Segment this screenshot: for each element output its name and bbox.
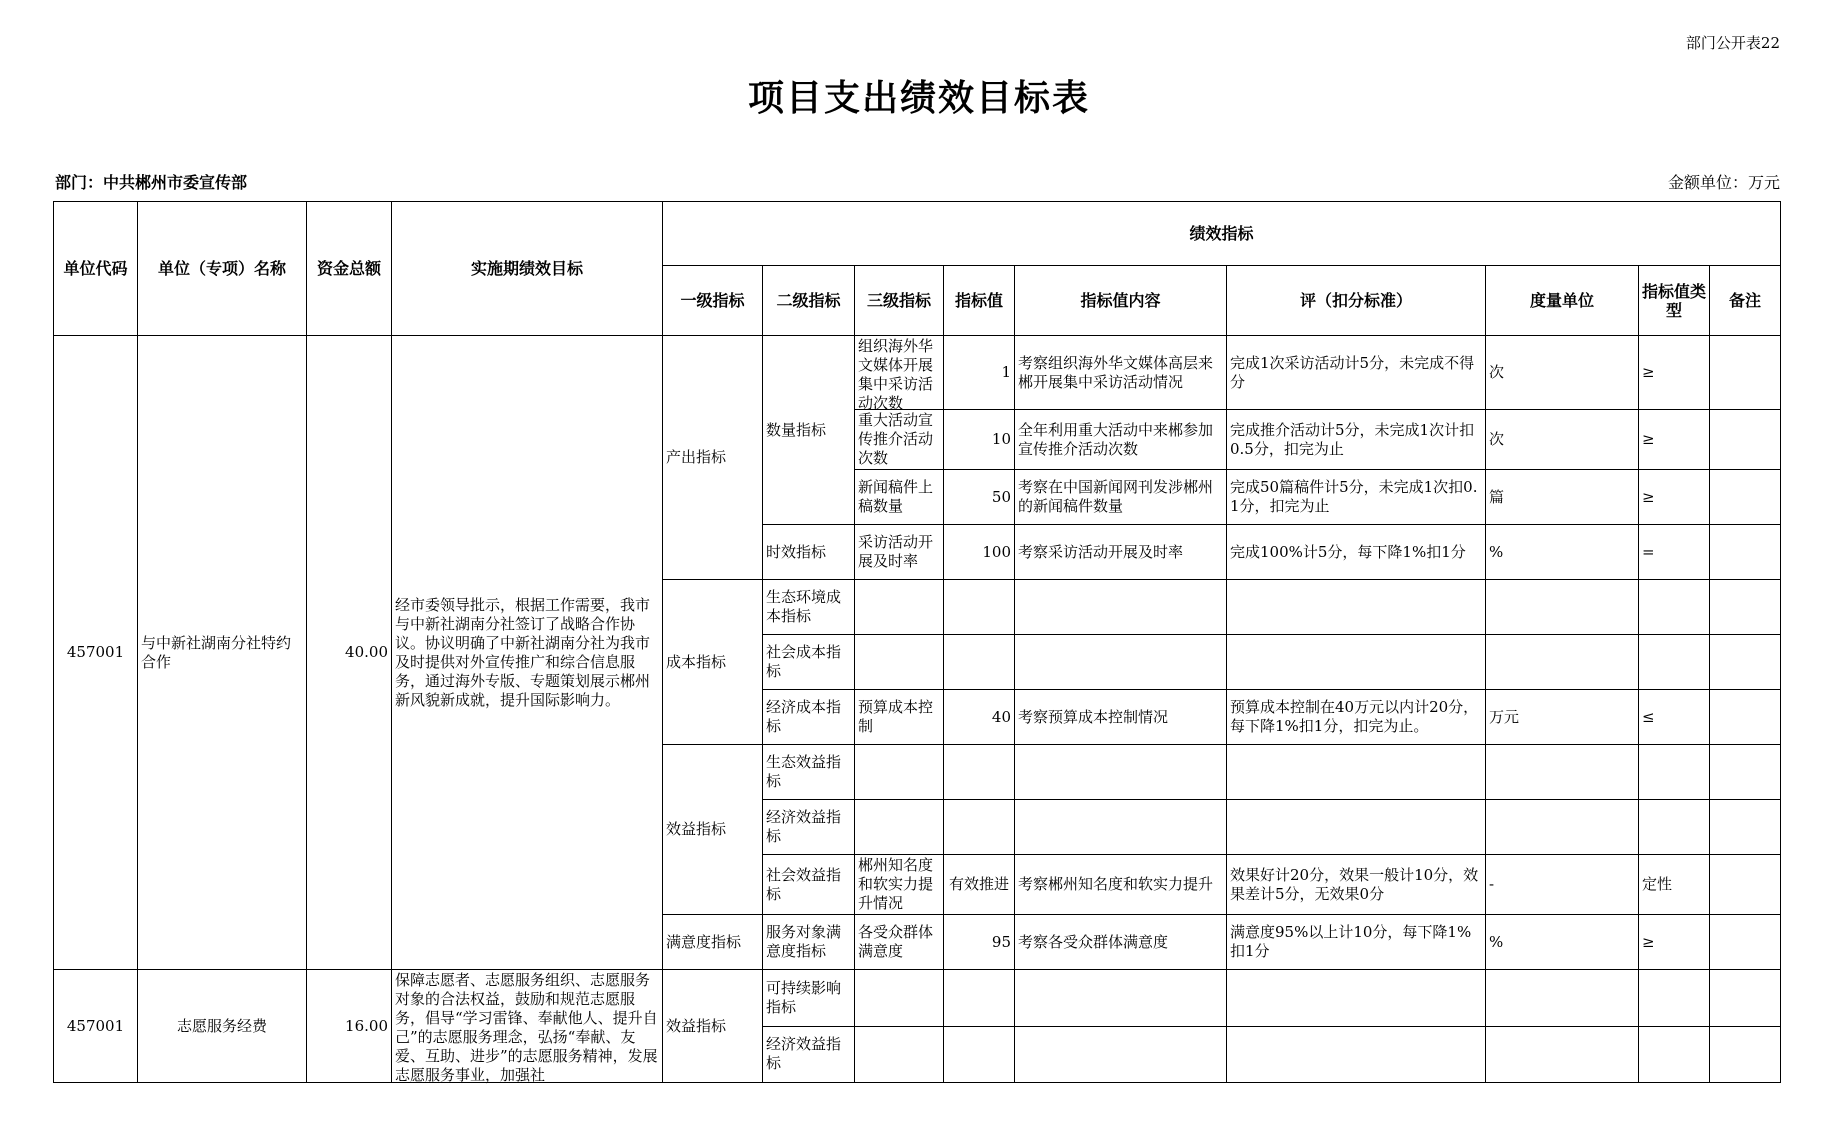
value-type-cell: ≥	[1639, 410, 1710, 470]
level2-cell: 社会成本指标	[763, 635, 855, 690]
remark-cell	[1710, 800, 1781, 855]
scoring-cell: 完成推介活动计5分，未完成1次计扣0.5分，扣完为止	[1227, 410, 1486, 470]
header-level3: 三级指标	[855, 266, 944, 336]
unit-name-cell: 与中新社湖南分社特约合作	[138, 336, 307, 970]
value-content-cell	[1015, 745, 1227, 800]
value-type-cell	[1639, 970, 1710, 1027]
level3-cell	[855, 1026, 944, 1083]
header-scoring: 评（扣分标准）	[1227, 266, 1486, 336]
value-type-cell	[1639, 580, 1710, 635]
value-cell: 有效推进	[944, 855, 1015, 915]
measure-unit-cell	[1486, 1026, 1639, 1083]
level3-cell	[855, 800, 944, 855]
value-cell: 40	[944, 690, 1015, 745]
goal-text: 保障志愿者、志愿服务组织、志愿服务对象的合法权益，鼓励和规范志愿服务，倡导“学习雷锋、奉献他人、提升自己”的志愿服务理念，弘扬“奉献、友爱、互助、进步”的志愿服务精神，发展志愿服务事业，加强社	[395, 971, 658, 1084]
scoring-cell: 完成100%计5分，每下降1%扣1分	[1227, 525, 1486, 580]
level3-cell: 采访活动开展及时率	[855, 525, 944, 580]
value-cell	[944, 745, 1015, 800]
level3-cell: 各受众群体满意度	[855, 915, 944, 970]
goal-cell	[392, 336, 663, 970]
level3-cell	[855, 580, 944, 635]
value-cell	[944, 970, 1015, 1027]
value-content-cell	[1015, 1026, 1227, 1083]
value-content-cell	[1015, 970, 1227, 1027]
scoring-cell	[1227, 970, 1486, 1027]
level3-cell: 预算成本控制	[855, 690, 944, 745]
scoring-cell	[1227, 800, 1486, 855]
value-content-cell: 考察郴州知名度和软实力提升	[1015, 855, 1227, 915]
value-type-cell	[1639, 1026, 1710, 1083]
header-level2: 二级指标	[763, 266, 855, 336]
value-content-cell	[1015, 800, 1227, 855]
value-content-cell: 考察预算成本控制情况	[1015, 690, 1227, 745]
scoring-cell	[1227, 635, 1486, 690]
scoring-cell: 满意度95%以上计10分，每下降1%扣1分	[1227, 915, 1486, 970]
level2-cell: 服务对象满意度指标	[763, 915, 855, 970]
scoring-cell	[1227, 580, 1486, 635]
measure-unit-cell	[1486, 635, 1639, 690]
level2-cell: 经济效益指标	[763, 800, 855, 855]
value-type-cell	[1639, 745, 1710, 800]
scoring-cell: 完成1次采访活动计5分，未完成不得分	[1227, 336, 1486, 410]
remark-cell	[1710, 970, 1781, 1027]
level2-cell: 生态环境成本指标	[763, 580, 855, 635]
value-content-cell: 考察组织海外华文媒体高层来郴开展集中采访活动情况	[1015, 336, 1227, 410]
scoring-cell: 完成50篇稿件计5分，未完成1次扣0.1分，扣完为止	[1227, 470, 1486, 525]
header-level1: 一级指标	[663, 266, 763, 336]
level3-cell	[855, 635, 944, 690]
level2-cell: 经济成本指标	[763, 690, 855, 745]
level1-cell: 成本指标	[663, 580, 763, 745]
measure-unit-cell: 次	[1486, 336, 1639, 410]
value-type-cell	[1639, 635, 1710, 690]
amount-cell: 40.00	[307, 336, 392, 970]
remark-cell	[1710, 855, 1781, 915]
value-cell: 10	[944, 410, 1015, 470]
value-type-cell: =	[1639, 525, 1710, 580]
page-title: 项目支出绩效目标表	[747, 77, 1090, 119]
scoring-cell: 预算成本控制在40万元以内计20分，每下降1%扣1分，扣完为止。	[1227, 690, 1486, 745]
value-type-cell	[1639, 800, 1710, 855]
unit-name-cell: 志愿服务经费	[138, 970, 307, 1083]
level1-cell: 效益指标	[663, 745, 763, 915]
header-goal: 实施期绩效目标	[392, 202, 663, 336]
header-remark: 备注	[1710, 266, 1781, 336]
level2-cell: 时效指标	[763, 525, 855, 580]
header-indicators: 绩效指标	[663, 202, 1781, 266]
level3-text: 重大活动宣传推介活动次数	[858, 411, 934, 467]
remark-cell	[1710, 470, 1781, 525]
header-value: 指标值	[944, 266, 1015, 336]
level2-cell: 生态效益指标	[763, 745, 855, 800]
remark-cell	[1710, 635, 1781, 690]
remark-cell	[1710, 410, 1781, 470]
unit-code-cell: 457001	[54, 336, 138, 970]
level1-cell: 产出指标	[663, 336, 763, 580]
table-row	[54, 970, 1781, 1027]
amount-unit-label: 金额单位：万元	[1667, 173, 1780, 192]
level3-text: 郴州知名度和软实力提升情况	[858, 856, 934, 912]
remark-cell	[1710, 525, 1781, 580]
measure-unit-cell: 次	[1486, 410, 1639, 470]
value-type-cell: ≥	[1639, 336, 1710, 410]
header-total-funds: 资金总额	[307, 202, 392, 336]
measure-unit-cell	[1486, 745, 1639, 800]
level1-cell: 效益指标	[663, 970, 763, 1083]
value-content-cell: 全年利用重大活动中来郴参加宣传推介活动次数	[1015, 410, 1227, 470]
measure-unit-cell	[1486, 970, 1639, 1027]
department-label: 部门：中共郴州市委宣传部	[55, 173, 248, 192]
value-type-cell: 定性	[1639, 855, 1710, 915]
measure-unit-cell: %	[1486, 525, 1639, 580]
remark-cell	[1710, 336, 1781, 410]
value-cell	[944, 1026, 1015, 1083]
value-content-cell: 考察采访活动开展及时率	[1015, 525, 1227, 580]
value-cell	[944, 580, 1015, 635]
value-content-cell	[1015, 580, 1227, 635]
header-unit-code: 单位代码	[54, 202, 138, 336]
level3-cell	[855, 745, 944, 800]
level3-cell	[855, 410, 944, 470]
level2-cell: 数量指标	[763, 336, 855, 525]
header-unit-name: 单位（专项）名称	[138, 202, 307, 336]
measure-unit-cell	[1486, 800, 1639, 855]
remark-cell	[1710, 1026, 1781, 1083]
level2-cell: 可持续影响指标	[763, 970, 855, 1027]
level3-cell	[855, 970, 944, 1027]
level2-cell: 社会效益指标	[763, 855, 855, 915]
goal-cell	[392, 970, 663, 1083]
goal-text: 经市委领导批示，根据工作需要，我市与中新社湖南分社签订了战略合作协议。协议明确了中新社湖南分社为我市及时提供对外宣传推广和综合信息服务，通过海外专版、专题策划展示郴州新风貌新成就，提升国际影响力。	[395, 595, 651, 709]
header-measure-unit: 度量单位	[1486, 266, 1639, 336]
measure-unit-cell: -	[1486, 855, 1639, 915]
value-cell: 95	[944, 915, 1015, 970]
level3-cell	[855, 336, 944, 410]
value-cell: 1	[944, 336, 1015, 410]
measure-unit-cell: 篇	[1486, 470, 1639, 525]
table-row	[54, 336, 1781, 410]
remark-cell	[1710, 745, 1781, 800]
remark-cell	[1710, 690, 1781, 745]
measure-unit-cell: %	[1486, 915, 1639, 970]
amount-cell: 16.00	[307, 970, 392, 1083]
header-value-content: 指标值内容	[1015, 266, 1227, 336]
level3-cell: 新闻稿件上稿数量	[855, 470, 944, 525]
value-type-cell: ≤	[1639, 690, 1710, 745]
value-cell	[944, 800, 1015, 855]
value-content-cell	[1015, 635, 1227, 690]
value-cell: 100	[944, 525, 1015, 580]
level3-text: 组织海外华文媒体开展集中采访活动次数	[858, 337, 934, 412]
value-type-cell: ≥	[1639, 915, 1710, 970]
scoring-cell: 效果好计20分，效果一般计10分，效果差计5分，无效果0分	[1227, 855, 1486, 915]
value-cell	[944, 635, 1015, 690]
remark-cell	[1710, 580, 1781, 635]
form-code: 部门公开表22	[1685, 34, 1780, 52]
scoring-cell	[1227, 1026, 1486, 1083]
value-content-cell: 考察各受众群体满意度	[1015, 915, 1227, 970]
measure-unit-cell: 万元	[1486, 690, 1639, 745]
unit-code-cell: 457001	[54, 970, 138, 1083]
level2-cell: 经济效益指标	[763, 1026, 855, 1083]
measure-unit-cell	[1486, 580, 1639, 635]
header-row	[54, 202, 1781, 266]
level1-cell: 满意度指标	[663, 915, 763, 970]
value-type-cell: ≥	[1639, 470, 1710, 525]
value-cell: 50	[944, 470, 1015, 525]
scoring-cell	[1227, 745, 1486, 800]
header-value-type: 指标值类型	[1639, 266, 1710, 336]
remark-cell	[1710, 915, 1781, 970]
level3-cell	[855, 855, 944, 915]
value-content-cell: 考察在中国新闻网刊发涉郴州的新闻稿件数量	[1015, 470, 1227, 525]
performance-table	[53, 201, 1781, 1083]
